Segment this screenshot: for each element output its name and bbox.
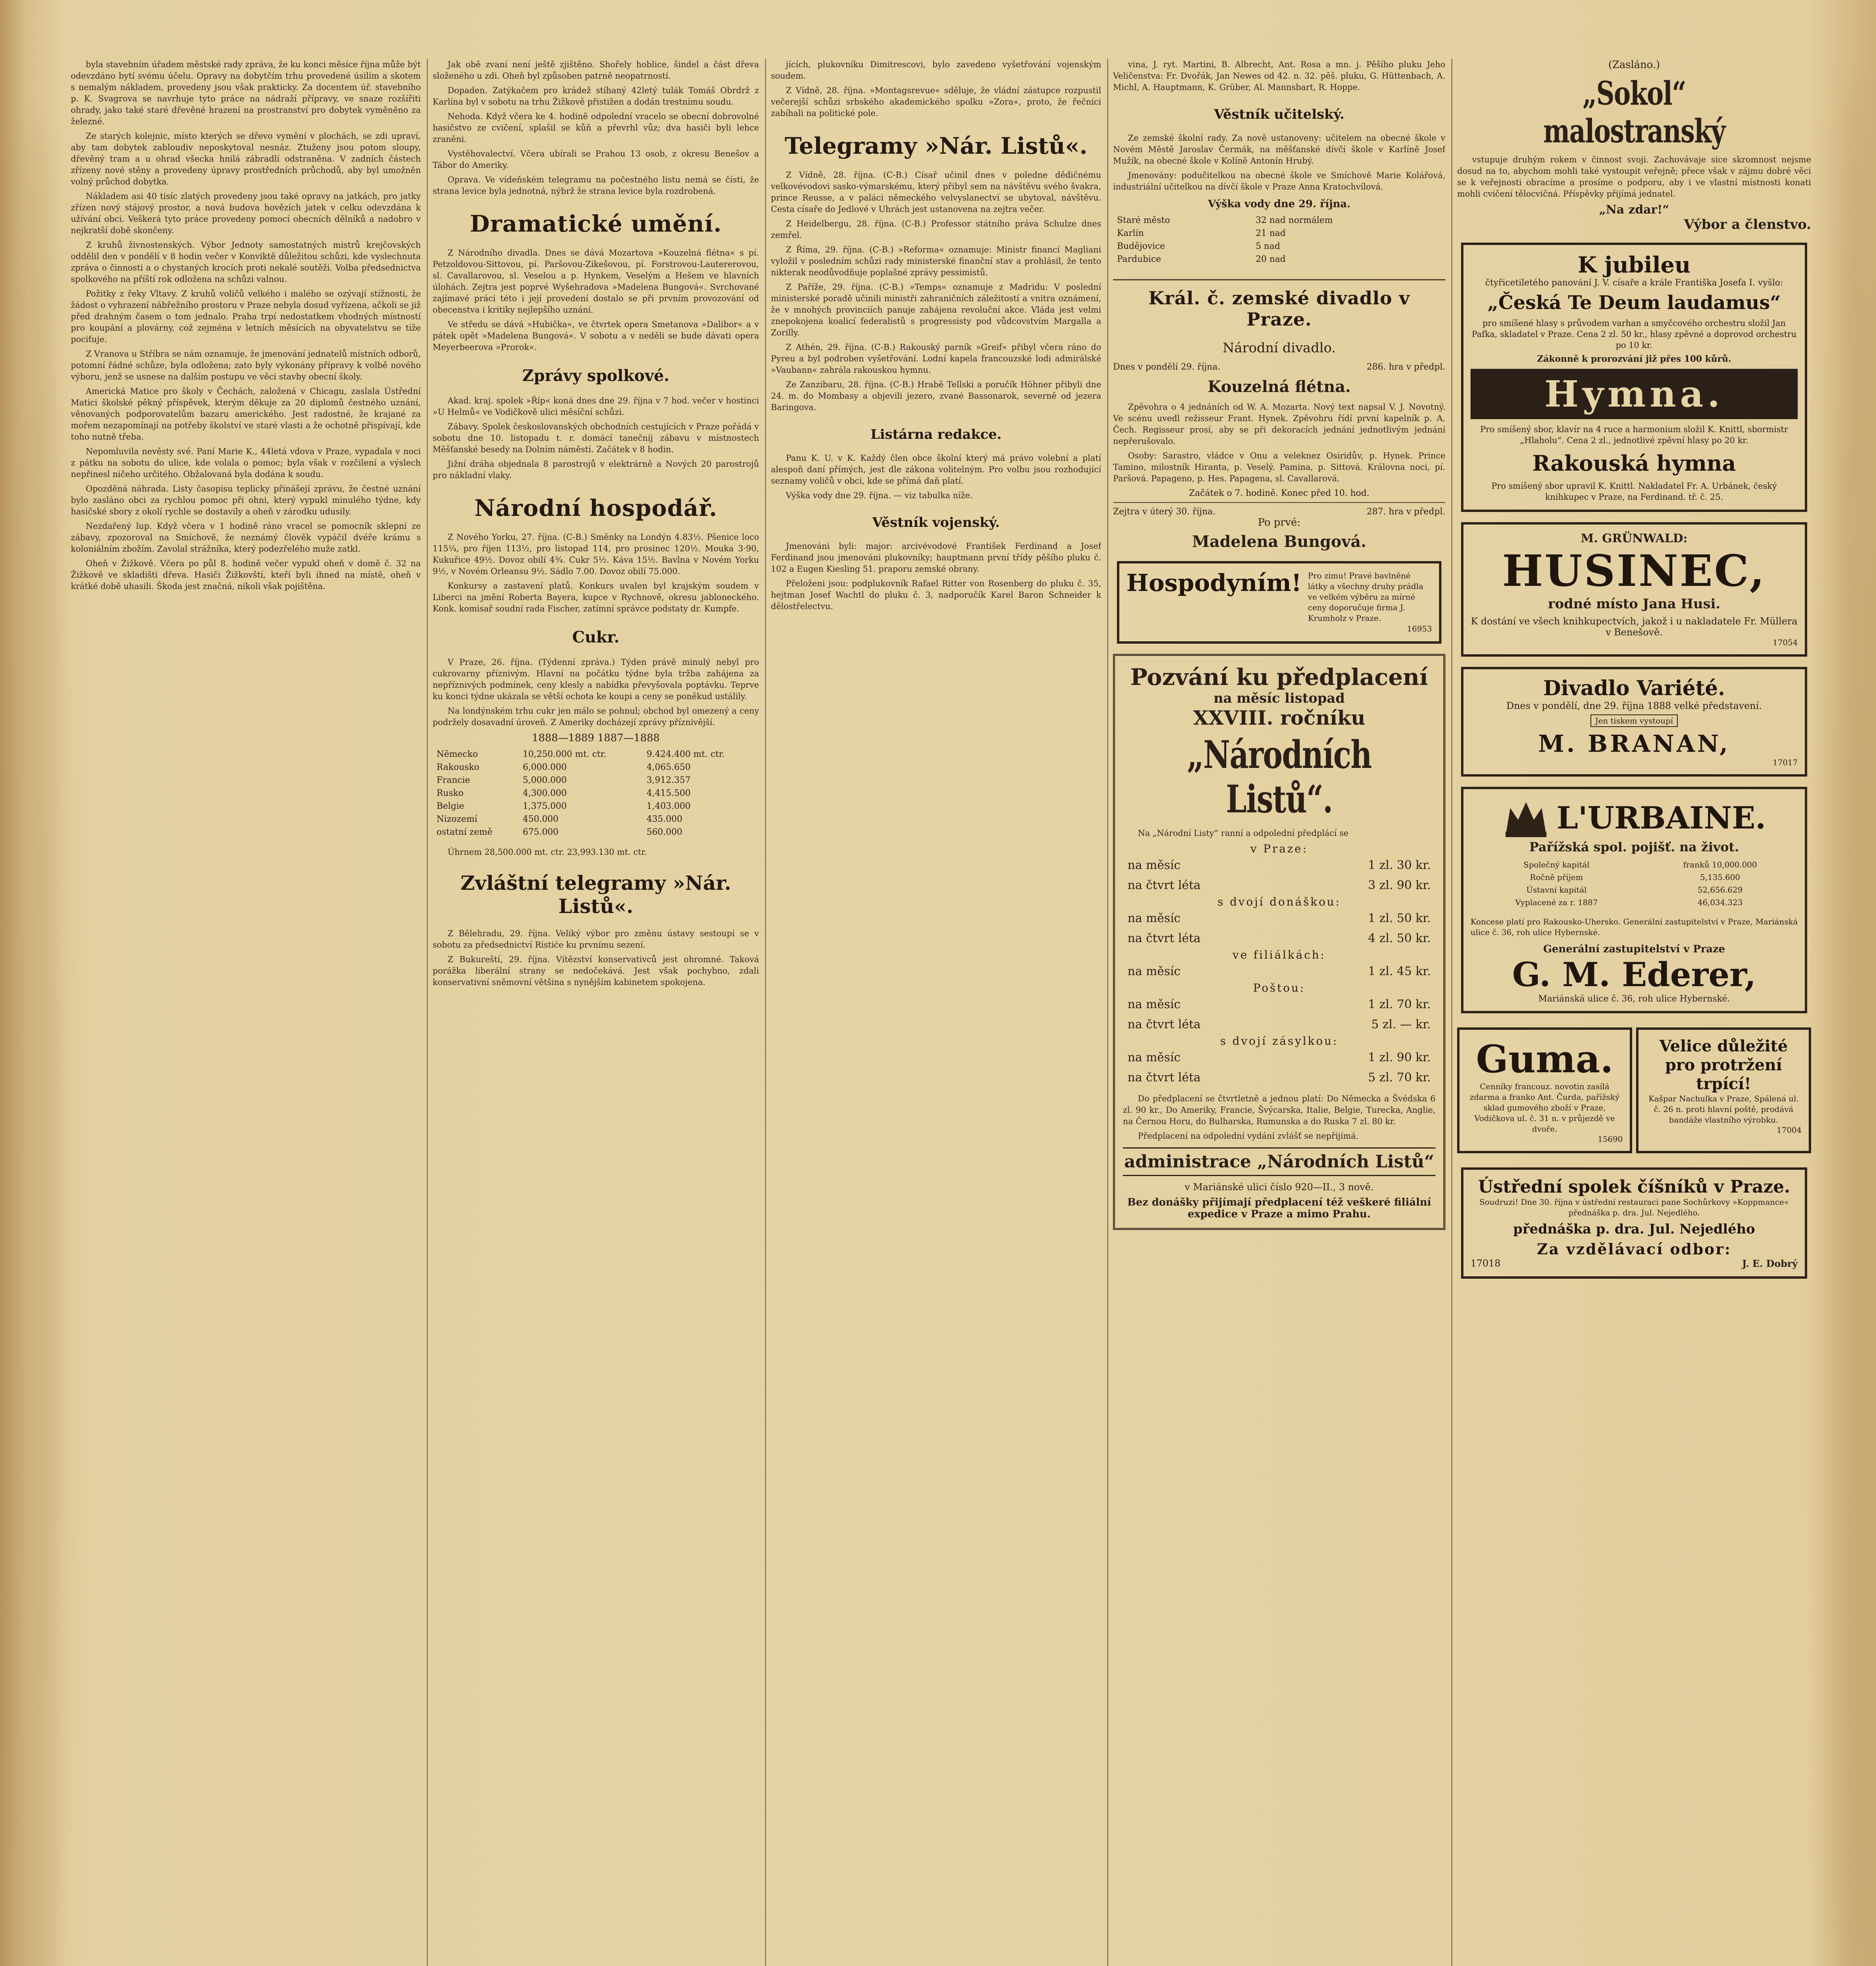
article-paragraph: Jak obě zvaní není ještě zjištěno. Shořely hoblice, šindel a část dřeva složeného u zdi. Oheň byl způsoben patrně neopatrností. xyxy=(433,60,759,81)
article-paragraph: Z kruhů živnostenských. Výbor Jednoty samostatných mistrů krejčovských oddělil den v pondělí v 8 hodin večer v Konviktě důležitou schůzi, kde vyslechnuta zpráva o činnosti a o chystaných krocích proti nekalé soutěži. Volba předsednictva spolkového na příští rok odložena na schůzi valnou. xyxy=(71,240,421,284)
table-cell: na měsíc xyxy=(1128,858,1181,872)
ad-text: Cenníky francouz. novotin zasílá zdarma a franko Ant. Čurda, pařížský sklad gumového zboží v Praze, Vodičkova ul. č. 31 n. v průjezdě ve dvoře. xyxy=(1470,1082,1620,1134)
theatre-subtitle: Národní divadlo. xyxy=(1222,340,1336,356)
table-cell: 5 nad xyxy=(1255,241,1280,251)
table-row xyxy=(1123,1047,1436,1068)
odbor-name: J. E. Dobrý xyxy=(1742,1258,1798,1269)
sokol-text: vstupuje druhým rokem v činnost svoji. Zachovávaje sice skromnost nejsme dosud na to, abychom mohli také vystoupit veřejně; přece však v zájmu dobré věci se k veřejnosti obracíme a prosíme o podporu, aby i ve vlastní místnosti konati mohli cvičení tělocvičná. Příspěvky přijímá jednatel. xyxy=(1457,155,1811,199)
general-address: Mariánská ulice č. 36, roh ulice Hybernské. xyxy=(1538,994,1730,1004)
table-cell: 4,415.500 xyxy=(646,788,691,798)
ad-title: Divadlo Variété. xyxy=(1543,676,1725,700)
pruterz-title: Velice důležité pro protržení trpící! xyxy=(1659,1037,1788,1093)
table-cell: na čtvrt léta xyxy=(1128,878,1201,892)
table-cell: 5,135.600 xyxy=(1700,873,1740,882)
husinec-title: HUSINEC, xyxy=(1502,545,1766,596)
table-cell: na měsíc xyxy=(1128,911,1181,925)
performance-cast: Osoby: Sarastro, vládce v Onu a veleknez Osiridův, p. Hynek. Prince Tamino, milostník Hiranta, p. Veselý. Pamina, p. Sittová. Královna noci, pí. Paršová. Papageno, p. Hes. Papagena, sl. Cavallarová. xyxy=(1113,451,1445,483)
price-table-prague xyxy=(1123,855,1436,895)
table-cell: 46,034.323 xyxy=(1697,898,1743,907)
price-section: s dvojí donáškou: xyxy=(1217,895,1341,908)
table-row xyxy=(433,787,759,800)
table-cell: 435.000 xyxy=(646,814,682,824)
subscription-volume: XXVIII. ročníku xyxy=(1193,706,1366,729)
ad-note: Jen tiskem vystoupí xyxy=(1590,714,1678,727)
article-paragraph: Z Paříže, 29. října. (C-B.) »Temps« oznamuje z Madridu: V poslední ministerské poradě učinili ministři zahraničních záležitostí a vnitra oznámení, že v mnohých provinciích panuje zahájena revoluční akce. Vláda jest velmi znepokojena koalicí federalistů s progressisty pod vůdcovstvím Margalla a Zorilly. xyxy=(771,282,1101,337)
table-cell: 675.000 xyxy=(523,827,559,837)
husinec-subtitle: rodné místo Jana Husi. xyxy=(1548,596,1721,612)
table-cell: 1 zl. 50 kr. xyxy=(1368,911,1431,925)
section-heading-military: Věstník vojenský. xyxy=(872,515,1000,530)
article-paragraph: Z Vranova u Stříbra se nám oznamuje, že jmenování jednatelů místních odborů, potomní řádné schůze, byla odložena; zato byly vykonány přípravy k volbě nového výboru, jenž se usnese na dalším postupu ve věci stavby obecní školy. xyxy=(71,349,421,381)
table-cell: na měsíc xyxy=(1128,965,1181,978)
crown-icon xyxy=(1502,796,1550,839)
table-cell: Německo xyxy=(437,749,478,759)
urbaine-table xyxy=(1471,858,1798,909)
ad-body: Pro zimu! Pravé bavlněné látky a všechny druhy prádla ve velkém výběru za mírné ceny doporučuje firma J. Krumholz v Praze. xyxy=(1308,571,1424,623)
price-section: s dvojí zásylkou: xyxy=(1220,1035,1338,1047)
table-row xyxy=(1113,214,1445,227)
table-cell: 450.000 xyxy=(523,814,559,824)
ad-urbaine xyxy=(1461,787,1807,1013)
section-heading-telegrams: Telegramy »Nár. Listů«. xyxy=(785,133,1087,159)
article-paragraph: Akad. kraj. spolek »Říp« koná dnes dne 29. října v 7 hod. večer v hostinci »U Helmů« ve Vodičkově ulici měsíční schůzi. xyxy=(433,396,759,417)
subscription-note: Předplacení na odpolední vydání zvlášť se nepřijímá. xyxy=(1138,1131,1359,1141)
section-heading-economy: Národní hospodář. xyxy=(474,495,718,521)
article-paragraph: Jmenovány: podučitelkou na obecné škole ve Smíchově Marie Kolářová, industriální učitelkou na dívčí škole v Praze Anna Kratochvílová. xyxy=(1113,171,1445,191)
performance-title: Madelena Bungová. xyxy=(1192,532,1366,551)
ad-guma xyxy=(1457,1027,1632,1153)
subscription-text: Na „Národní Listy“ ranní a odpolední předplácí se xyxy=(1138,828,1349,838)
sokol-sign: „Na zdar!“ xyxy=(1599,203,1670,217)
sokol-footer: Výbor a členstvo. xyxy=(1684,217,1811,232)
performance-time: Začátek o 7. hodině. Konec před 10. hod. xyxy=(1189,488,1369,498)
ad-hospodyni xyxy=(1117,561,1441,644)
table-cell: Nizozemí xyxy=(437,814,477,824)
ad-code: 16953 xyxy=(1407,624,1432,633)
section-heading-theatre: Dramatické umění. xyxy=(470,210,722,237)
admin-heading: administrace „Národních Listů“ xyxy=(1123,1147,1436,1176)
price-table-post-double xyxy=(1123,1047,1436,1088)
general-name: G. M. Ederer, xyxy=(1512,955,1756,994)
ad-code: 17004 xyxy=(1776,1125,1802,1135)
urbaine-title: L'URBAINE. xyxy=(1556,800,1766,836)
article-paragraph: V Praze, 26. října. (Týdenní zpráva.) Týden právě minulý nebyl pro cukrovarny příznivým. Hlavní na počátku týdne byla tržba zahájena za nepříznivých podmínek, ceny klesly a nabídka převyšovala poptávku. Teprve ku konci týdne ukázala se větší ochota ke koupi a ceny se poněkud ustálily. xyxy=(433,657,759,701)
ad-code: 17054 xyxy=(1773,638,1798,647)
table-row xyxy=(433,761,759,774)
table-cell: na čtvrt léta xyxy=(1128,1018,1201,1031)
section-heading-national-theatre: Král. č. zemské divadlo v Praze. xyxy=(1113,279,1445,330)
table-cell: 1,403.000 xyxy=(646,801,691,811)
column-3 xyxy=(771,59,1101,1966)
table-cell: 52,656.629 xyxy=(1697,885,1743,895)
table-cell: Rusko xyxy=(437,788,464,798)
ad-text: Pro smíšený sbor, klavír na 4 ruce a harmonium složil K. Knittl, sbormistr „Hlaholu“. Cena 2 zl., jednotlivé zpěvní hlasy po 20 kr. xyxy=(1480,425,1788,445)
performance-number: 286. hra v předpl. xyxy=(1366,362,1445,372)
table-row xyxy=(433,774,759,787)
table-cell: 1 zl. 90 kr. xyxy=(1368,1051,1431,1064)
article-paragraph: Nepomluvila nevěsty své. Paní Marie K., 44letá vdova v Praze, vypadala v noci z pátku na sobotu do ulice, kde volala o pomoc; byla však v rozčilení a výslech nepřinesl ničeho určitého. Obžalovaná byla dodána k soudu. xyxy=(71,447,421,479)
section-heading-telegrams: Zvláštní telegramy »Nár. Listů«. xyxy=(460,871,732,918)
article-paragraph: Vystěhovalectví. Včera ubírali se Prahou 13 osob, z okresu Benešov a Tábor do Ameriky. xyxy=(433,149,759,170)
article-paragraph: Ze starých kolejnic, místo kterých se dřevo vymění v plochách, se zdi upraví, aby tam dobytek zabloudiv neposkytoval nesnáz. Ztuženy jsou potom sloupy, dřevěný tram a u ohrad všecka hnilá zábradlí odstraněna. V zadních částech zřízeny nové stěny a provedeny úpravy prostředních průchodů, aby byl umožněn volný průchod dobytka. xyxy=(71,131,421,186)
ad-title: Hospodyním! xyxy=(1126,569,1302,597)
sugar-total: Úhrnem 28,500.000 mt. ctr. 23,993.130 mt. ctr. xyxy=(448,847,647,857)
article-paragraph: Americká Matice pro školy v Čechách, založená v Chicagu, zaslala Ústřední Matici školské pěkný příspěvek, kterým děkuje za 20 diplomů čestného uznání, věnovaných podporovatelům bazaru amerického. Jest radostné, že krajané za mořem nezapomínají na potřeby školství ve staré vlasti a že ochotně přispívají, kde toho nutně třeba. xyxy=(71,387,421,442)
table-cell: na měsíc xyxy=(1128,1051,1181,1064)
table-cell: 9.424.400 mt. ctr. xyxy=(646,749,725,759)
table-cell: na čtvrt léta xyxy=(1128,931,1201,945)
section-heading-teachers: Věstník učitelský. xyxy=(1214,107,1345,122)
table-row xyxy=(1123,875,1436,895)
table-cell: 5 zl. — kr. xyxy=(1371,1018,1431,1031)
article-paragraph: jících, plukovníku Dimitrescovi, bylo zavedeno vyšetřování vojenským soudem. xyxy=(771,60,1101,81)
table-cell: 4 zl. 50 kr. xyxy=(1368,931,1431,945)
article-paragraph: Ve středu se dává »Hubička«, ve čtvrtek opera Smetanova »Dalibor« a v pátek opět »Madelena Bungová«. V sobotu a v neděli se bude dávati opera Meyerbeerova »Prorok«. xyxy=(433,320,759,352)
performance-note: Po prvé: xyxy=(1258,517,1301,528)
table-cell: na čtvrt léta xyxy=(1128,1071,1201,1084)
table-cell: Budějovice xyxy=(1117,241,1165,251)
odbor-footer xyxy=(1471,1258,1798,1269)
ad-text: Pro smíšený sbor upravil K. Knittl. Nakladatel Fr. A. Urbánek, český knihkupec v Praze, na Ferdinand. tř. č. 25. xyxy=(1491,481,1777,502)
table-cell: 20 nad xyxy=(1255,254,1286,264)
article-paragraph: Výška vody dne 29. října. — viz tabulka níže. xyxy=(786,491,973,500)
table-cell: franků 10,000.000 xyxy=(1683,860,1757,869)
article-paragraph: Ze zemské školní rady. Za nově ustanoveny: učitelem na obecné škole v Novém Městě Jaroslav Čermák, na měšťanské dívčí škole v Karlíně Josef Mužík, na obecné škole v Kolíně Antonín Hrubý. xyxy=(1113,133,1445,166)
section-heading-letters: Listárna redakce. xyxy=(870,427,1002,442)
spolek-title: Ústřední spolek číšníků v Praze. xyxy=(1478,1177,1790,1197)
table-row xyxy=(433,748,759,761)
article-paragraph: Nákladem asi 40 tisíc zlatých provedeny jsou také opravy na jatkách, pro jatky zřízen nový stájový prostor, a nová budova hovězích jatek v celku odevzdána k užívání obci. Veškerá tyto práce provedeny pomocí obecních dělníků a nadobro v nejkratší době skončeny. xyxy=(71,191,421,235)
article-paragraph: Jmenováni byli: major: arcivévodové František Ferdinand a Josef Ferdinand jsou jmenováni plukovníky; hauptmann první třídy pěšího pluku č. 102 a Eugen Kiesling 51. praporu zemské obrany. xyxy=(771,541,1101,574)
table-cell: Pardubice xyxy=(1117,254,1161,264)
article-paragraph: Z Athén, 29. října. (C-B.) Rakouský parník »Greif« přibyl včera ráno do Pyreu a byl podroben vyšetřování. Lodní kapela francouzské lodi admirálské »Vaubann« zahrála rakouskou hymnu. xyxy=(771,342,1101,375)
table-cell: 1 zl. 45 kr. xyxy=(1368,965,1431,978)
table-cell: 10,250.000 mt. ctr. xyxy=(523,749,606,759)
paper-stain xyxy=(1829,79,1876,1966)
table-cell: 1 zl. 70 kr. xyxy=(1368,998,1431,1011)
ad-author: M. GRÜNWALD: xyxy=(1581,532,1688,545)
table-cell: Společný kapitál xyxy=(1523,860,1590,869)
hymna-title: Hymna. xyxy=(1471,369,1798,419)
article-paragraph: vina, J. ryt. Martini, B. Albrecht, Ant. Rosa a mn. j. Pěšího pluku Jeho Veličenstva: Fr. Dvořák, Jan Newes od 42. n. 32. pěš. pluku, G. Hüttenbach, A. Michl, A. Hauptmann, K. Grüber, Al. Mannsbart, R. Hoppe. xyxy=(1113,60,1445,92)
table-row xyxy=(1123,855,1436,875)
performance-date: Zejtra v úterý 30. října. xyxy=(1113,507,1216,517)
ad-divadlo xyxy=(1461,667,1807,777)
performer-name: M. BRANAN, xyxy=(1538,730,1730,758)
ad-text: Koncese platí pro Rakousko-Uhersko. Generální zastupitelství v Praze, Mariánská ulice č. 36, roh ulice Hybernské. xyxy=(1471,917,1798,937)
column-2 xyxy=(433,59,759,1966)
ad-text: K dostání ve všech knihkupectvích, jakož i u nakladatele Fr. Müllera v Benešově. xyxy=(1471,616,1798,638)
subscription-heading: Pozvání ku předplacení xyxy=(1130,664,1428,690)
section-heading-clubs: Zprávy spolkové. xyxy=(522,366,669,385)
table-cell: Rakousko xyxy=(437,762,479,772)
article-paragraph: Opozděná náhrada. Listy časopisu teplicky přinášejí zprávu, že čestné uznání bylo zasláno obci za rychlou pomoc při ohni, který vypukl minulého týdne, kdy hasičské sbory z okolí rychle se dostavily a oheň v zárodku udusily. xyxy=(71,484,421,516)
section-heading-sugar: Cukr. xyxy=(572,628,619,646)
table-cell: Francie xyxy=(437,775,470,785)
subscription-paper-name xyxy=(1123,733,1436,821)
column-4 xyxy=(1113,59,1445,1966)
article-paragraph: Přeloženi jsou: podplukovník Rafael Ritter von Rosenberg do pluku č. 35, hejtman Josef Wachtl do pluku č. 3, nadporučík Karel Baron Schneider k dělostřelectvu. xyxy=(771,579,1101,611)
column-divider xyxy=(765,59,766,1966)
article-paragraph: Konkursy a zastavení platů. Konkurs uvalen byl krajským soudem v Liberci na jmění Roberta Bayera, kupce v Rychnově, okresu jabloneckého. Konk. komisař soudní rada Fischer, zatímní správce podstaty dr. Kumpfe. xyxy=(433,581,759,613)
admin-address: v Mariánské ulici číslo 920—II., 3 nově. xyxy=(1185,1182,1374,1193)
table-cell: 5,000.000 xyxy=(523,775,567,785)
table-row xyxy=(1113,253,1445,266)
table-cell: Belgie xyxy=(437,801,464,811)
subscription-foreign: Do předplacení se čtvrtletně a jednou platí: Do Německa a Švédska 6 zl. 90 kr., Do Ameriky, Francie, Švýcarska, Italie, Belgie, Turecka, Anglie, na Černou Horu, do Bulharska, Rumunska a do Ruska 7 zl. 80 kr. xyxy=(1123,1094,1436,1126)
price-section: ve filiálkách: xyxy=(1233,948,1326,961)
water-table-title: Výška vody dne 29. října. xyxy=(1208,198,1351,210)
general-label: Generální zastupitelství v Praze xyxy=(1543,943,1725,955)
table-row xyxy=(1123,994,1436,1014)
performance-description: Zpěvohra o 4 jednáních od W. A. Mozarta. Nový text napsal V. J. Novotný. Ve scénu uvedl režisseur Frant. Hynek. Zpěvohru řídí první kapelník p. A. Čech. Regisseur prosí, aby se při dekoracích jednání jednotlivým jednání nepřerušovalo. xyxy=(1113,402,1445,446)
price-table-post xyxy=(1123,994,1436,1035)
article-paragraph: Z Říma, 29. října. (C-B.) »Reforma« oznamuje: Ministr financí Magliani vyložil v posledním schůzi rady ministerské finanční stav a prohlásil, že tento nikterak neodůvodňuje poplašné zprávy pessimistů. xyxy=(771,245,1101,277)
performance-date-line xyxy=(1113,362,1445,372)
article-paragraph: Oprava. Ve vídeňském telegramu na počestného listu nemá se čísti, že strana levice byla jednotná, nýbrž že strana levice byla rozdrobená. xyxy=(433,175,759,196)
odbor-title: Za vzdělávací odbor: xyxy=(1537,1240,1732,1258)
paper-stain xyxy=(8,118,63,1966)
article-paragraph: Z Nového Yorku, 27. října. (C-B.) Směnky na Londýn 4.83½. Pšenice loco 115¼, pro říjen 113½, pro listopad 114, pro prosinec 120½. Mouka 3·90, Kukuřice 49½. Dovoz obilí 4¾. Cukr 5½. Káva 15½. Bavlna v Novém Yorku 9½, v Novém Orleansu 9½. Sádlo 7.00. Dovoz obilí 75.000. xyxy=(433,532,759,576)
table-cell: 3,912.357 xyxy=(646,775,691,785)
ad-text: Kašpar Nachulka v Praze, Spálená ul. č. 26 n. proti hlavní poště, prodává bandáže vlastního výrobku. xyxy=(1648,1094,1799,1125)
article-paragraph: Nehoda. Když včera ke 4. hodině odpolední vracelo se obecní dobrovolné hasičstvo ze cvičení, splašil se kůň a převrhl vůz; dva hasiči byli lehce zraněni. xyxy=(433,112,759,144)
sugar-table xyxy=(433,748,759,839)
ad-spolek xyxy=(1461,1167,1807,1279)
zaslano-label: (Zasláno.) xyxy=(1608,59,1660,71)
article-paragraph: Ze Zanzibaru, 28. října. (C-B.) Hrabě Tellski a poručík Höhner přibyli dne 24. m. do Mombasy a objevili jezero, zvané Bassonarok, severně od jezera Baringova. xyxy=(771,380,1101,412)
ad-husinec xyxy=(1461,522,1807,657)
article-paragraph: Z Vídně, 28. října. (C-B.) Císař učinil dnes v poledne dědičnému velkovévodovi sasko-výmarskému, který přibyl sem na návštěvu svého švakra, prince Reusse, a v paláci německého velvyslanectví se ubytoval, návštěvu. Cesta císaře do Jedlové v Uhrách jest ustanovena na zejtra večer. xyxy=(771,170,1101,214)
table-row xyxy=(1123,1068,1436,1088)
ad-title: K jubileu xyxy=(1577,252,1691,278)
ad-text: Dnes v pondělí, dne 29. října 1888 velké představení. xyxy=(1506,700,1762,711)
urbaine-subtitle: Pařížská spol. pojišť. na život. xyxy=(1529,839,1739,854)
table-cell: 1,375.000 xyxy=(523,801,567,811)
table-cell: Staré město xyxy=(1117,215,1170,225)
price-table-double xyxy=(1123,908,1436,948)
sokol-heading: „Sokol“ malostranský xyxy=(1543,75,1725,150)
sugar-table-title: 1888—1889 1887—1888 xyxy=(532,732,660,744)
column-divider xyxy=(1107,59,1108,1966)
table-row xyxy=(433,826,759,839)
ad-text: Soudruzi! Dne 30. října v ústřední restauraci pane Sochůrkovy »Koppmance« přednáška p. dra. Jul. Nejedlého. xyxy=(1479,1197,1789,1217)
table-row xyxy=(1123,1014,1436,1035)
ad-pruterz xyxy=(1636,1027,1811,1153)
rakouska-title: Rakouská hymna xyxy=(1532,451,1736,476)
urbaine-header xyxy=(1471,796,1798,839)
table-cell: 1 zl. 30 kr. xyxy=(1368,858,1431,872)
table-row xyxy=(1471,884,1798,896)
ad-code: 17017 xyxy=(1773,758,1798,767)
article-paragraph: Dopaden. Zatýkačem pro krádež stíhaný 42letý tulák Tomáš Obrdrž z Karlína byl v sobotu na trhu Žižkově přistižen a dodán trestnímu soudu. xyxy=(433,86,759,107)
price-section: Poštou: xyxy=(1253,981,1305,994)
column-divider xyxy=(1451,59,1452,1966)
ad-code: 17018 xyxy=(1471,1258,1501,1269)
water-level-table xyxy=(1113,214,1445,266)
article-paragraph: Z Národního divadla. Dnes se dává Mozartova »Kouzelná flétna« s pí. Petzoldovou-Sittovou, pí. Paršovou-Zikešovou, pí. Forstrovou-Lautererovou, sl. Cavallarovou, sl. Veselou a p. Hynkem, Veselým a Hešem ve hlavních úlohách. Zejtra jest poprvé Wyšehradova »Madelena Bungová«. Svrchované zajímavé práci této i její provedení dostalo se při prvním provozování od obecenstva i kritiky nejlepšího uznání. xyxy=(433,248,759,315)
article-paragraph: Požitky z řeky Vltavy. Z kruhů voličů velkého i malého se ozývají stížnosti, že žádost o vyhrazení nábřežního prostoru v Praze nebyla dosud vyřízena, ačkoli se již před drahným časem o tom jednalo. Praha trpí nedostatkem vhodných místností pro koupání a plovárny, což zejména v letních měsících na obyvatelstvu se tíže pociťuje. xyxy=(71,289,421,344)
table-cell: Ročně příjem xyxy=(1530,873,1583,882)
performance-number: 287. hra v předpl. xyxy=(1366,507,1445,517)
table-cell: 21 nad xyxy=(1255,228,1286,238)
table-cell: 4,300.000 xyxy=(523,788,567,798)
article-paragraph: Oheň v Žižkově. Včera po půl 8. hodině večer vypukl oheň v domě č. 32 na Žižkově ve skladišti dřeva. Hasiči Žižkovští, kteří byli ihned na místě, oheň v krátké době uhasili. Škoda jest značná, nikoli však pojištěna. xyxy=(71,559,421,591)
admin-footer: Bez donášky přijímají předplacení též veškeré filiální expedice v Praze a mimo Prahu. xyxy=(1127,1197,1431,1220)
column-5 xyxy=(1457,59,1811,1966)
table-row xyxy=(1113,240,1445,253)
ad-jubilee xyxy=(1461,243,1807,512)
spolek-subtitle: přednáška p. dra. Jul. Nejedlého xyxy=(1513,1221,1755,1237)
table-row xyxy=(1123,908,1436,928)
subscription-box xyxy=(1113,654,1445,1230)
table-cell: Vyplacené za r. 1887 xyxy=(1515,898,1598,907)
ad-text: pro smíšené hlasy s průvodem varhan a smyčcového orchestru složil Jan Pafka, skladatel v Praze. Cena 2 zl. 50 kr., hlasy zpěvné a doprovod orchestru po 10 kr. xyxy=(1471,318,1797,350)
article-paragraph: Jižní dráha objednala 8 parostrojů v elektrárně a Nových 20 parostrojů pro nákladní vlaky. xyxy=(433,459,759,480)
article-paragraph: byla stavebním úřadem městské rady zpráva, že ku konci měsíce října může být odevzdáno bytí svému účelu. Opravy na dobytčím trhu provedené úsilím a skotem s nemalým nákladem, provedeny jsou však prakticky. Za docentem úř. stavebního p. K. Svagrova se navrhuje tyto práce na nádraží přípravy, ve snaze rozšířiti ohrady, jako také staré dřevěné hrazení na prostranství pro dobytek vyměněno za železné. xyxy=(71,60,421,126)
table-row xyxy=(433,800,759,813)
column-divider xyxy=(427,59,428,1966)
table-cell: 32 nad normálem xyxy=(1255,215,1333,225)
paper-name: „Národních Listů“. xyxy=(1187,733,1372,821)
table-row xyxy=(1471,896,1798,909)
article-paragraph: Zábavy. Spolek českoslovanských obchodních cestujících v Praze pořádá v sobotu dne 10. listopadu t. r. domácí tanečníj zábavu v místnostech Měšťanské besedy na Dolním náměstí. Začátek v 8 hodin. xyxy=(433,422,759,454)
ads-row xyxy=(1457,1023,1811,1157)
column-1 xyxy=(71,59,421,1966)
performance-title: Kouzelná flétna. xyxy=(1207,377,1351,396)
ad-note: Zákonně k prorozvání již přes 100 kůrů. xyxy=(1537,354,1731,364)
performance-date: Dnes v pondělí 29. října. xyxy=(1113,362,1220,372)
article-paragraph: Z Bukureští, 29. října. Vítězství konservativců jest ohromné. Taková porážka liberální strany se nedočekává. Jest však pochybno, zdali konservativní sněmovní většina s nynějším kabinetem spokojena. xyxy=(433,955,759,987)
table-cell: Karlín xyxy=(1117,228,1144,238)
article-paragraph: Z Bělehradu, 29. října. Veliký výbor pro změnu ústavy sestoupí se v sobotu za předsednictví Ristiće ku prvnímu sezení. xyxy=(433,929,759,950)
table-cell: 5 zl. 70 kr. xyxy=(1368,1071,1431,1084)
article-paragraph: Z Vídně, 28. října. »Montagsrevue« sděluje, že vládní zástupce rozpustil večerejší schůzi srbského akademického spolku »Zora«, proto, že řečníci zabíhali na politické pole. xyxy=(771,86,1101,118)
article-paragraph: Z Heidelbergu, 28. října. (C-B.) Professor státního práva Schulze dnes zemřel. xyxy=(771,219,1101,240)
article-paragraph: Na londýnském trhu cukr jen málo se pohnul; obchod byl omezený a ceny podržely dosavadní úroveň. Z Ameriky docházejí zprávy příznivější. xyxy=(433,706,759,727)
table-row xyxy=(1123,961,1436,981)
subscription-month: na měsíc listopad xyxy=(1213,690,1345,706)
price-table-filial xyxy=(1123,961,1436,981)
sokol-heading-wrap xyxy=(1457,75,1811,150)
table-cell: 3 zl. 90 kr. xyxy=(1368,878,1431,892)
table-row xyxy=(1471,871,1798,884)
performance-date-line xyxy=(1113,502,1445,517)
table-row xyxy=(433,813,759,826)
table-row xyxy=(1113,227,1445,240)
table-row xyxy=(1123,928,1436,948)
ad-text: čtyřicetiletého panování J. V. císaře a krále Františka Josefa I. vyšlo: xyxy=(1485,278,1783,288)
table-cell: na měsíc xyxy=(1128,998,1181,1011)
article-paragraph: Nezdařený lup. Když včera v 1 hodině ráno vracel se pomocník sklepní ze zábavy, zpozoroval na Smíchově, že neznámý člověk vypáčil dvéře krámu s koloniálním zbožím. Zavolal strážníka, který podezřelého muže zatkl. xyxy=(71,521,421,554)
article-paragraph: Panu K. U. v K. Každý člen obce školní který má právo volební a platí alespoň daní přímých, jest dle zákona volitelným. Pro volbu jsou rozhodující seznamy voličů v obci, kde se přímá daň platí. xyxy=(771,453,1101,486)
table-cell: ostatní země xyxy=(437,827,493,837)
te-deum-title: „Česká Te Deum laudamus“ xyxy=(1487,292,1781,314)
ad-code: 15690 xyxy=(1598,1134,1623,1144)
table-cell: 6,000.000 xyxy=(523,762,567,772)
table-cell: Ústavní kapitál xyxy=(1526,885,1587,895)
table-row xyxy=(1471,858,1798,871)
guma-title: Guma. xyxy=(1476,1037,1613,1081)
table-cell: 4,065.650 xyxy=(646,762,691,772)
ad-text xyxy=(1308,571,1432,634)
table-cell: 560.000 xyxy=(646,827,682,837)
price-section: v Praze: xyxy=(1250,842,1308,855)
